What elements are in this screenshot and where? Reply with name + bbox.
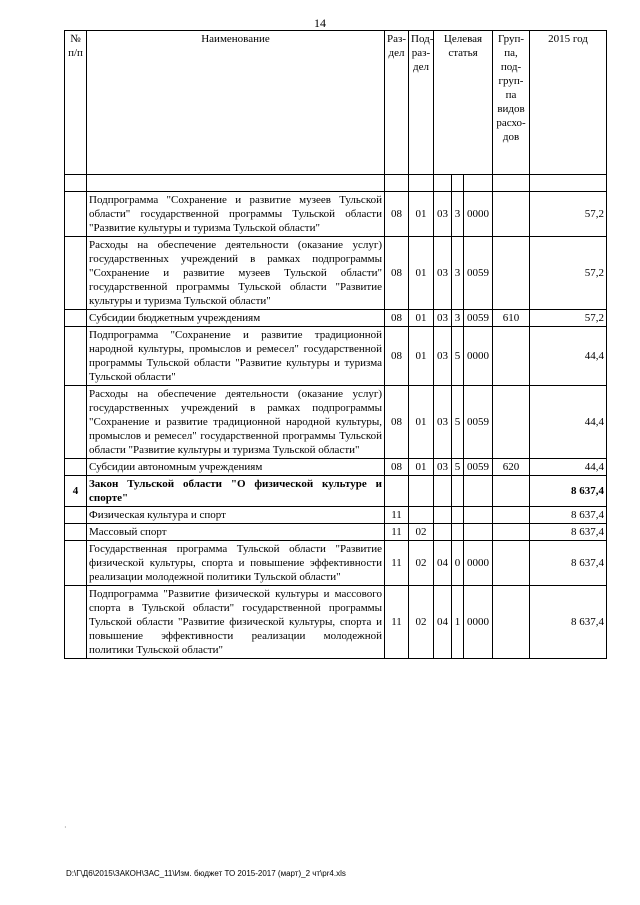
cell-subsection bbox=[409, 476, 434, 507]
cell-name: Расходы на обеспечение деятельности (оказание услуг) государственных учреждений в рамках подпрограммы "Сохранение и развитие музеев Тульской области" государственной программы Тульской области "Развитие культуры и туризма Тульской области" bbox=[87, 237, 385, 310]
cell-target-direction bbox=[464, 476, 493, 507]
cell-subsection: 02 bbox=[409, 541, 434, 586]
cell-section: 08 bbox=[385, 310, 409, 327]
cell-group bbox=[493, 586, 530, 659]
table-row bbox=[65, 524, 607, 541]
header-section: Раз-дел bbox=[385, 31, 409, 175]
cell-target-program: 04 bbox=[434, 586, 452, 659]
cell-num bbox=[65, 386, 87, 459]
cell-subsection bbox=[409, 507, 434, 524]
table-body bbox=[65, 175, 607, 659]
cell-target-direction: 0059 bbox=[464, 310, 493, 327]
table-row bbox=[65, 192, 607, 237]
cell-section: 11 bbox=[385, 586, 409, 659]
cell-num bbox=[65, 327, 87, 386]
header-group: Груп-па, под-груп-па видов расхо-дов bbox=[493, 31, 530, 175]
cell-value: 57,2 bbox=[530, 310, 607, 327]
cell-value: 8 637,4 bbox=[530, 541, 607, 586]
cell-num bbox=[65, 524, 87, 541]
cell-section: 08 bbox=[385, 327, 409, 386]
cell-target-program: 03 bbox=[434, 192, 452, 237]
cell-name: Подпрограмма "Развитие физической культуры и массового спорта в Тульской области" государственной программы Тульской области "Развитие физической культуры, спорта и повышение эффективности реализации молодежной политики Тульской области" bbox=[87, 586, 385, 659]
cell-target-program: 03 bbox=[434, 310, 452, 327]
cell-name: Закон Тульской области "О физической культуре и спорте" bbox=[87, 476, 385, 507]
cell-group bbox=[493, 524, 530, 541]
cell-group bbox=[493, 541, 530, 586]
cell-value: 44,4 bbox=[530, 459, 607, 476]
cell-name: Расходы на обеспечение деятельности (оказание услуг) государственных учреждений в рамках подпрограммы "Сохранение и развитие традиционной народной культуры, промыслов и ремесел" государственной программы Тульской области "Развитие культуры и туризма Тульской области" bbox=[87, 386, 385, 459]
page-number: 14 bbox=[314, 16, 326, 30]
cell-value: 8 637,4 bbox=[530, 586, 607, 659]
cell-section: 08 bbox=[385, 459, 409, 476]
cell-target-direction: 0000 bbox=[464, 541, 493, 586]
cell-group bbox=[493, 237, 530, 310]
cell-name: Субсидии автономным учреждениям bbox=[87, 459, 385, 476]
cell-group bbox=[493, 192, 530, 237]
cell-value: 8 637,4 bbox=[530, 507, 607, 524]
table-row bbox=[65, 507, 607, 524]
cell-name: Подпрограмма "Сохранение и развитие традиционной народной культуры, промыслов и ремесел" государственной программы Тульской области "Развитие культуры и туризма Тульской области" bbox=[87, 327, 385, 386]
cell-subsection: 01 bbox=[409, 237, 434, 310]
cell-name: Физическая культура и спорт bbox=[87, 507, 385, 524]
cell-section: 08 bbox=[385, 386, 409, 459]
cell-num bbox=[65, 192, 87, 237]
cell-target-subprogram: 3 bbox=[452, 192, 464, 237]
table-row bbox=[65, 459, 607, 476]
cell-target-subprogram: 1 bbox=[452, 586, 464, 659]
header-target: Целевая статья bbox=[434, 31, 493, 175]
cell-num: 4 bbox=[65, 476, 87, 507]
cell-target-program: 03 bbox=[434, 237, 452, 310]
cell-target-direction: 0000 bbox=[464, 192, 493, 237]
cell-target-subprogram: 3 bbox=[452, 310, 464, 327]
cell-target-program bbox=[434, 524, 452, 541]
cell-num bbox=[65, 237, 87, 310]
cell-target-direction: 0059 bbox=[464, 459, 493, 476]
cell-num bbox=[65, 310, 87, 327]
cell-subsection: 01 bbox=[409, 192, 434, 237]
cell-value: 8 637,4 bbox=[530, 524, 607, 541]
cell-subsection: 02 bbox=[409, 586, 434, 659]
cell-value: 8 637,4 bbox=[530, 476, 607, 507]
cell-value: 57,2 bbox=[530, 237, 607, 310]
cell-target-program: 03 bbox=[434, 386, 452, 459]
header-num: № п/п bbox=[65, 31, 87, 175]
cell-group bbox=[493, 476, 530, 507]
cell-target-subprogram bbox=[452, 507, 464, 524]
spacer-row bbox=[65, 175, 607, 192]
cell-target-direction: 0059 bbox=[464, 386, 493, 459]
cell-section: 08 bbox=[385, 237, 409, 310]
header-subsection: Под-раз-дел bbox=[409, 31, 434, 175]
cell-target-program: 03 bbox=[434, 327, 452, 386]
cell-value: 57,2 bbox=[530, 192, 607, 237]
header-year: 2015 год bbox=[530, 31, 607, 175]
table-row bbox=[65, 310, 607, 327]
cell-target-direction bbox=[464, 524, 493, 541]
cell-target-subprogram: 0 bbox=[452, 541, 464, 586]
cell-name: Государственная программа Тульской области "Развитие физической культуры, спорта и повышение эффективности реализации молодежной политики Тульской области" bbox=[87, 541, 385, 586]
cell-section: 08 bbox=[385, 192, 409, 237]
cell-group bbox=[493, 507, 530, 524]
cell-section bbox=[385, 476, 409, 507]
header-name: Наименование bbox=[87, 31, 385, 175]
cell-section: 11 bbox=[385, 524, 409, 541]
cell-section: 11 bbox=[385, 541, 409, 586]
table-row bbox=[65, 476, 607, 507]
cell-name: Массовый спорт bbox=[87, 524, 385, 541]
cell-target-subprogram bbox=[452, 524, 464, 541]
table-row bbox=[65, 586, 607, 659]
cell-group bbox=[493, 327, 530, 386]
cell-name: Подпрограмма "Сохранение и развитие музеев Тульской области" государственной программы Тульской области "Развитие культуры и туризма Тульской области" bbox=[87, 192, 385, 237]
cell-num bbox=[65, 459, 87, 476]
cell-value: 44,4 bbox=[530, 327, 607, 386]
table-row bbox=[65, 386, 607, 459]
cell-num bbox=[65, 541, 87, 586]
cell-subsection: 02 bbox=[409, 524, 434, 541]
cell-subsection: 01 bbox=[409, 327, 434, 386]
table-row bbox=[65, 327, 607, 386]
cell-group bbox=[493, 386, 530, 459]
budget-table bbox=[64, 30, 607, 659]
cell-num bbox=[65, 586, 87, 659]
cell-num bbox=[65, 507, 87, 524]
cell-target-direction: 0000 bbox=[464, 327, 493, 386]
cell-target-program: 03 bbox=[434, 459, 452, 476]
cell-group: 620 bbox=[493, 459, 530, 476]
cell-target-direction bbox=[464, 507, 493, 524]
cell-target-subprogram: 3 bbox=[452, 237, 464, 310]
cell-target-direction: 0000 bbox=[464, 586, 493, 659]
cell-target-program bbox=[434, 507, 452, 524]
cell-target-direction: 0059 bbox=[464, 237, 493, 310]
file-path-footer: D:\Г\Д6\2015\ЗАКОН\ЗАС_11\Изм. бюджет ТО 2015-2017 (март)_2 чт\pr4.xls bbox=[66, 869, 346, 878]
cell-group: 610 bbox=[493, 310, 530, 327]
table-row bbox=[65, 237, 607, 310]
cell-target-subprogram bbox=[452, 476, 464, 507]
cell-subsection: 01 bbox=[409, 459, 434, 476]
cell-section: 11 bbox=[385, 507, 409, 524]
cell-target-program: 04 bbox=[434, 541, 452, 586]
cell-value: 44,4 bbox=[530, 386, 607, 459]
cell-subsection: 01 bbox=[409, 386, 434, 459]
cell-target-subprogram: 5 bbox=[452, 459, 464, 476]
cell-target-subprogram: 5 bbox=[452, 327, 464, 386]
table-header bbox=[65, 31, 607, 175]
cell-target-program bbox=[434, 476, 452, 507]
cell-name: Субсидии бюджетным учреждениям bbox=[87, 310, 385, 327]
cell-target-subprogram: 5 bbox=[452, 386, 464, 459]
table-row bbox=[65, 541, 607, 586]
margin-mark: · bbox=[64, 823, 67, 832]
cell-subsection: 01 bbox=[409, 310, 434, 327]
